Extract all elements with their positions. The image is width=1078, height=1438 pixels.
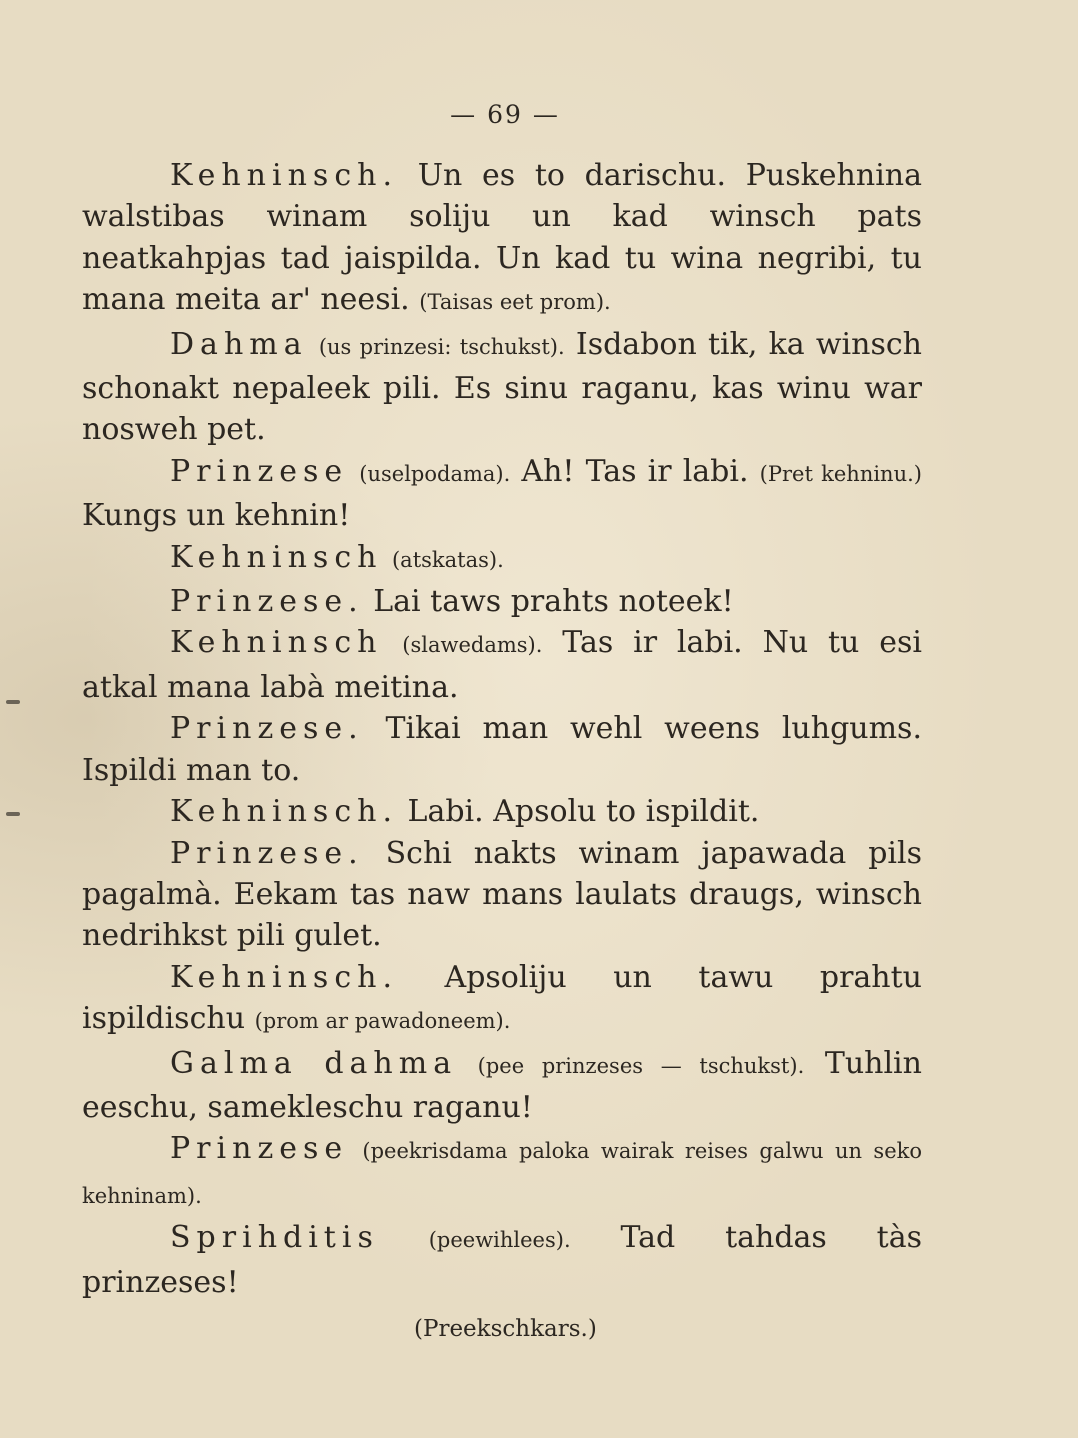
speaker: Kehninsch [170,625,383,661]
speech: Ah! Tas ir labi. [521,453,749,489]
speech: Tikai man wehl weens luhgums. Ispildi man to. [82,711,922,788]
speech: Tuhlin eeschu, samekleschu raganu! [82,1045,922,1125]
curtain-note: (Preekschkars.) [414,1315,597,1342]
stage-direction: (slawedams). [402,633,543,658]
speaker: Prinzese. [170,835,364,871]
paragraph [82,1043,922,1129]
paragraph [82,324,922,451]
speaker: Kehninsch. [170,794,398,830]
edge-mark [6,812,20,816]
stage-direction: (Pret kehninu.) [759,461,922,486]
paragraph [82,708,922,791]
stage-direction: (uselpodama). [359,461,511,486]
paragraph [82,957,922,1043]
stage-direction: (pee prinzeses — tschukst). [477,1053,805,1078]
stage-direction: (us prinzesi: tschukst). [318,334,565,359]
paragraph [82,833,922,957]
paragraph [82,155,922,324]
speech: Kungs un kehnin! [82,498,351,534]
paragraph [82,581,922,622]
speaker: Sprihditis [170,1220,379,1256]
paragraph [82,451,922,537]
page-number: — 69 — [450,100,560,129]
speaker: Galma dahma [170,1045,458,1081]
speaker: Kehninsch [170,539,383,575]
stage-direction: (peekrisdama paloka wairak reises galwu un seko kehninam). [82,1139,922,1208]
speech: Un es to darischu. Puskehnina walstibas winam soliju un kad winsch pats neatkahpjas tad jaispilda. Un kad tu wina negribi, tu mana meita ar' neesi. [82,158,922,318]
paragraph [82,1128,922,1217]
paragraph [82,622,922,708]
speaker: Dahma [170,326,308,362]
speaker: Prinzese [170,453,349,489]
speaker: Prinzese [170,1131,349,1167]
speaker: Prinzese. [170,711,364,747]
speech: Tas ir labi. Nu tu esi atkal mana labà meitina. [82,625,922,705]
speaker: Prinzese. [170,584,364,620]
stage-direction: (peewihlees). [428,1228,571,1253]
paragraph [82,1217,922,1303]
paragraph [82,537,922,581]
stage-direction: (atskatas). [391,547,504,572]
edge-mark [6,700,20,704]
speech: Schi nakts winam japawada pils pagalmà. Eekam tas naw mans laulats draugs, winsch nedrihkst pili gulet. [82,835,922,954]
paragraph [82,791,922,832]
stage-direction: (prom ar pawadoneem). [254,1009,511,1034]
speech: Apsoliju un tawu prahtu ispildischu [82,959,922,1037]
speaker: Kehninsch. [170,158,398,193]
speech: Tad tahdas tàs prinzeses! [82,1220,922,1300]
speech: Isdabon tik, ka winsch schonakt nepaleek pili. Es sinu raganu, kas winu war nosweh pet. [82,326,922,448]
speech: Labi. Apsolu to ispildit. [407,794,760,830]
speaker: Kehninsch. [170,959,398,995]
speech: Lai taws prahts noteek! [373,584,734,620]
text-block [82,155,922,1350]
stage-direction: (Taisas eet prom). [419,290,611,315]
